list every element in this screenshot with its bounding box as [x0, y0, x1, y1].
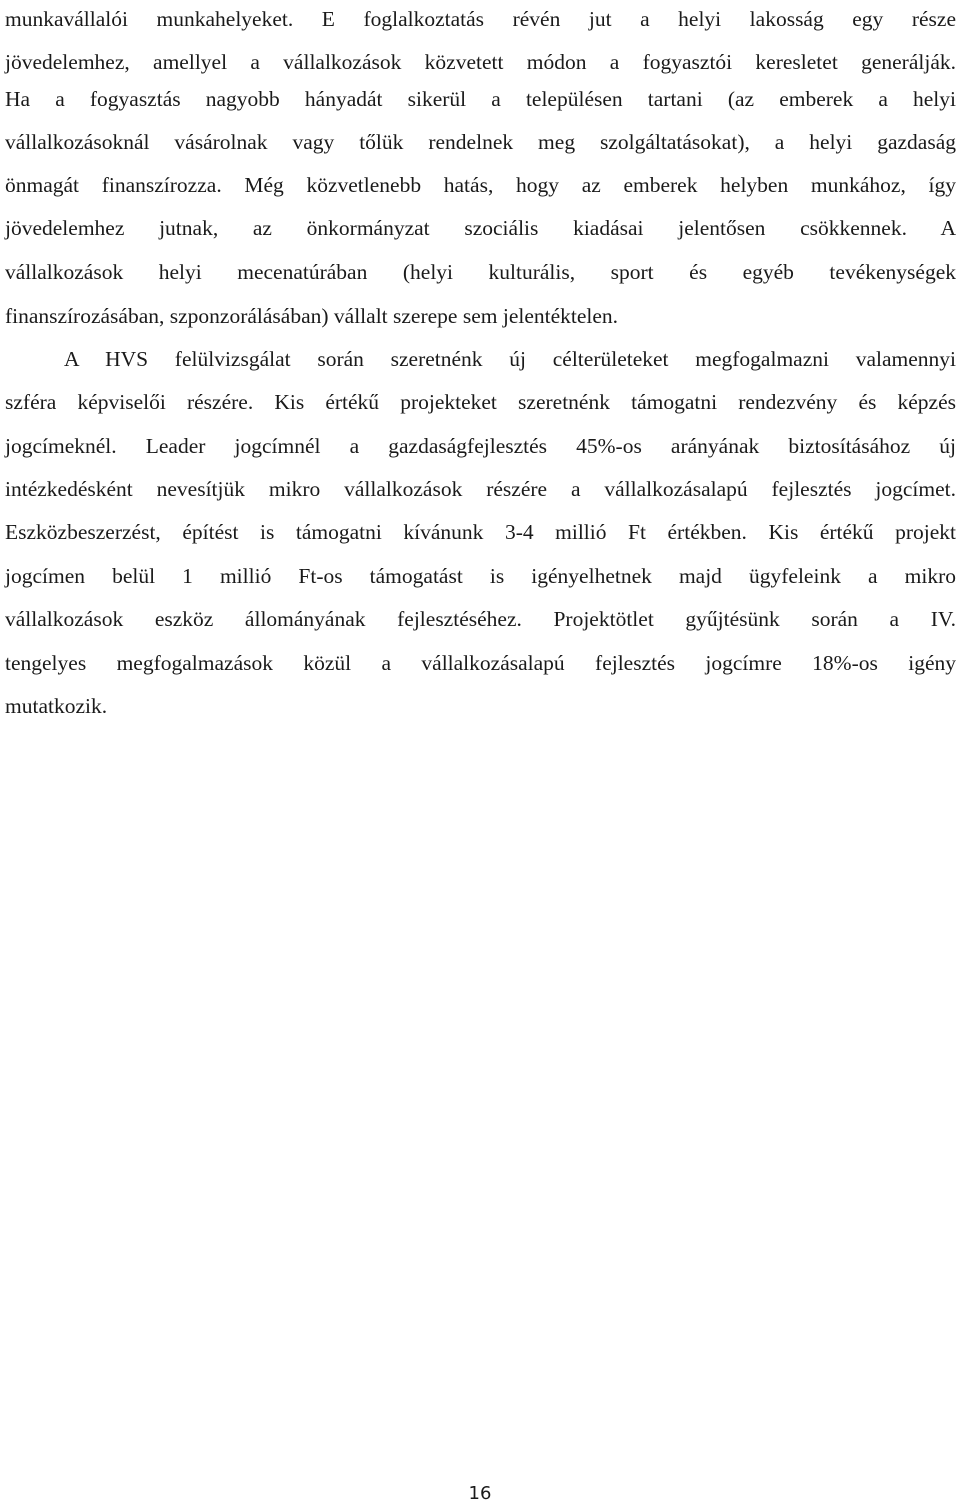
paragraph-1-line: jövedelemhez, amellyel a vállalkozások közvetett módon a fogyasztói keresletet generálják.	[5, 50, 956, 74]
paragraph-1-line: jövedelemhez jutnak, az önkormányzat szociális kiadásai jelentősen csökkennek. A	[5, 216, 956, 240]
paragraph-2-line: jogcímeknél. Leader jogcímnél a gazdaságfejlesztés 45%-os arányának biztosításához új	[5, 434, 956, 458]
paragraph-2-line: vállalkozások eszköz állományának fejlesztéséhez. Projektötlet gyűjtésünk során a IV.	[5, 607, 956, 631]
paragraph-1-line: finanszírozásában, szponzorálásában) vállalt szerepe sem jelentéktelen.	[5, 304, 619, 328]
paragraph-2-line: Eszközbeszerzést, építést is támogatni kívánunk 3-4 millió Ft értékben. Kis értékű projekt	[5, 520, 956, 544]
paragraph-2-line: jogcímen belül 1 millió Ft-os támogatást is igényelhetnek majd ügyfeleink a mikro	[5, 564, 956, 588]
paragraph-1-line: önmagát finanszírozza. Még közvetlenebb hatás, hogy az emberek helyben munkához, így	[5, 173, 956, 197]
paragraph-2-line: intézkedésként nevesítjük mikro vállalkozások részére a vállalkozásalapú fejlesztés jogcímet.	[5, 477, 956, 501]
paragraph-2-line: tengelyes megfogalmazások közül a vállalkozásalapú fejlesztés jogcímre 18%-os igény	[5, 651, 956, 675]
paragraph-1-line: vállalkozásoknál vásárolnak vagy tőlük rendelnek meg szolgáltatásokat), a helyi gazdaság	[5, 130, 956, 154]
page-number: 16	[468, 1483, 492, 1504]
paragraph-2-line: mutatkozik.	[5, 694, 108, 718]
paragraph-2-line: A HVS felülvizsgálat során szeretnénk új célterületeket megfogalmazni valamennyi	[64, 347, 956, 371]
paragraph-2-line: szféra képviselői részére. Kis értékű projekteket szeretnénk támogatni rendezvény és képzés	[5, 390, 956, 414]
paragraph-1-line: Ha a fogyasztás nagyobb hányadát sikerül a településen tartani (az emberek a helyi	[5, 87, 956, 111]
paragraph-1-line: vállalkozások helyi mecenatúrában (helyi kulturális, sport és egyéb tevékenységek	[5, 260, 956, 284]
paragraph-1-line: munkavállalói munkahelyeket. E foglalkoztatás révén jut a helyi lakosság egy része	[5, 7, 956, 31]
